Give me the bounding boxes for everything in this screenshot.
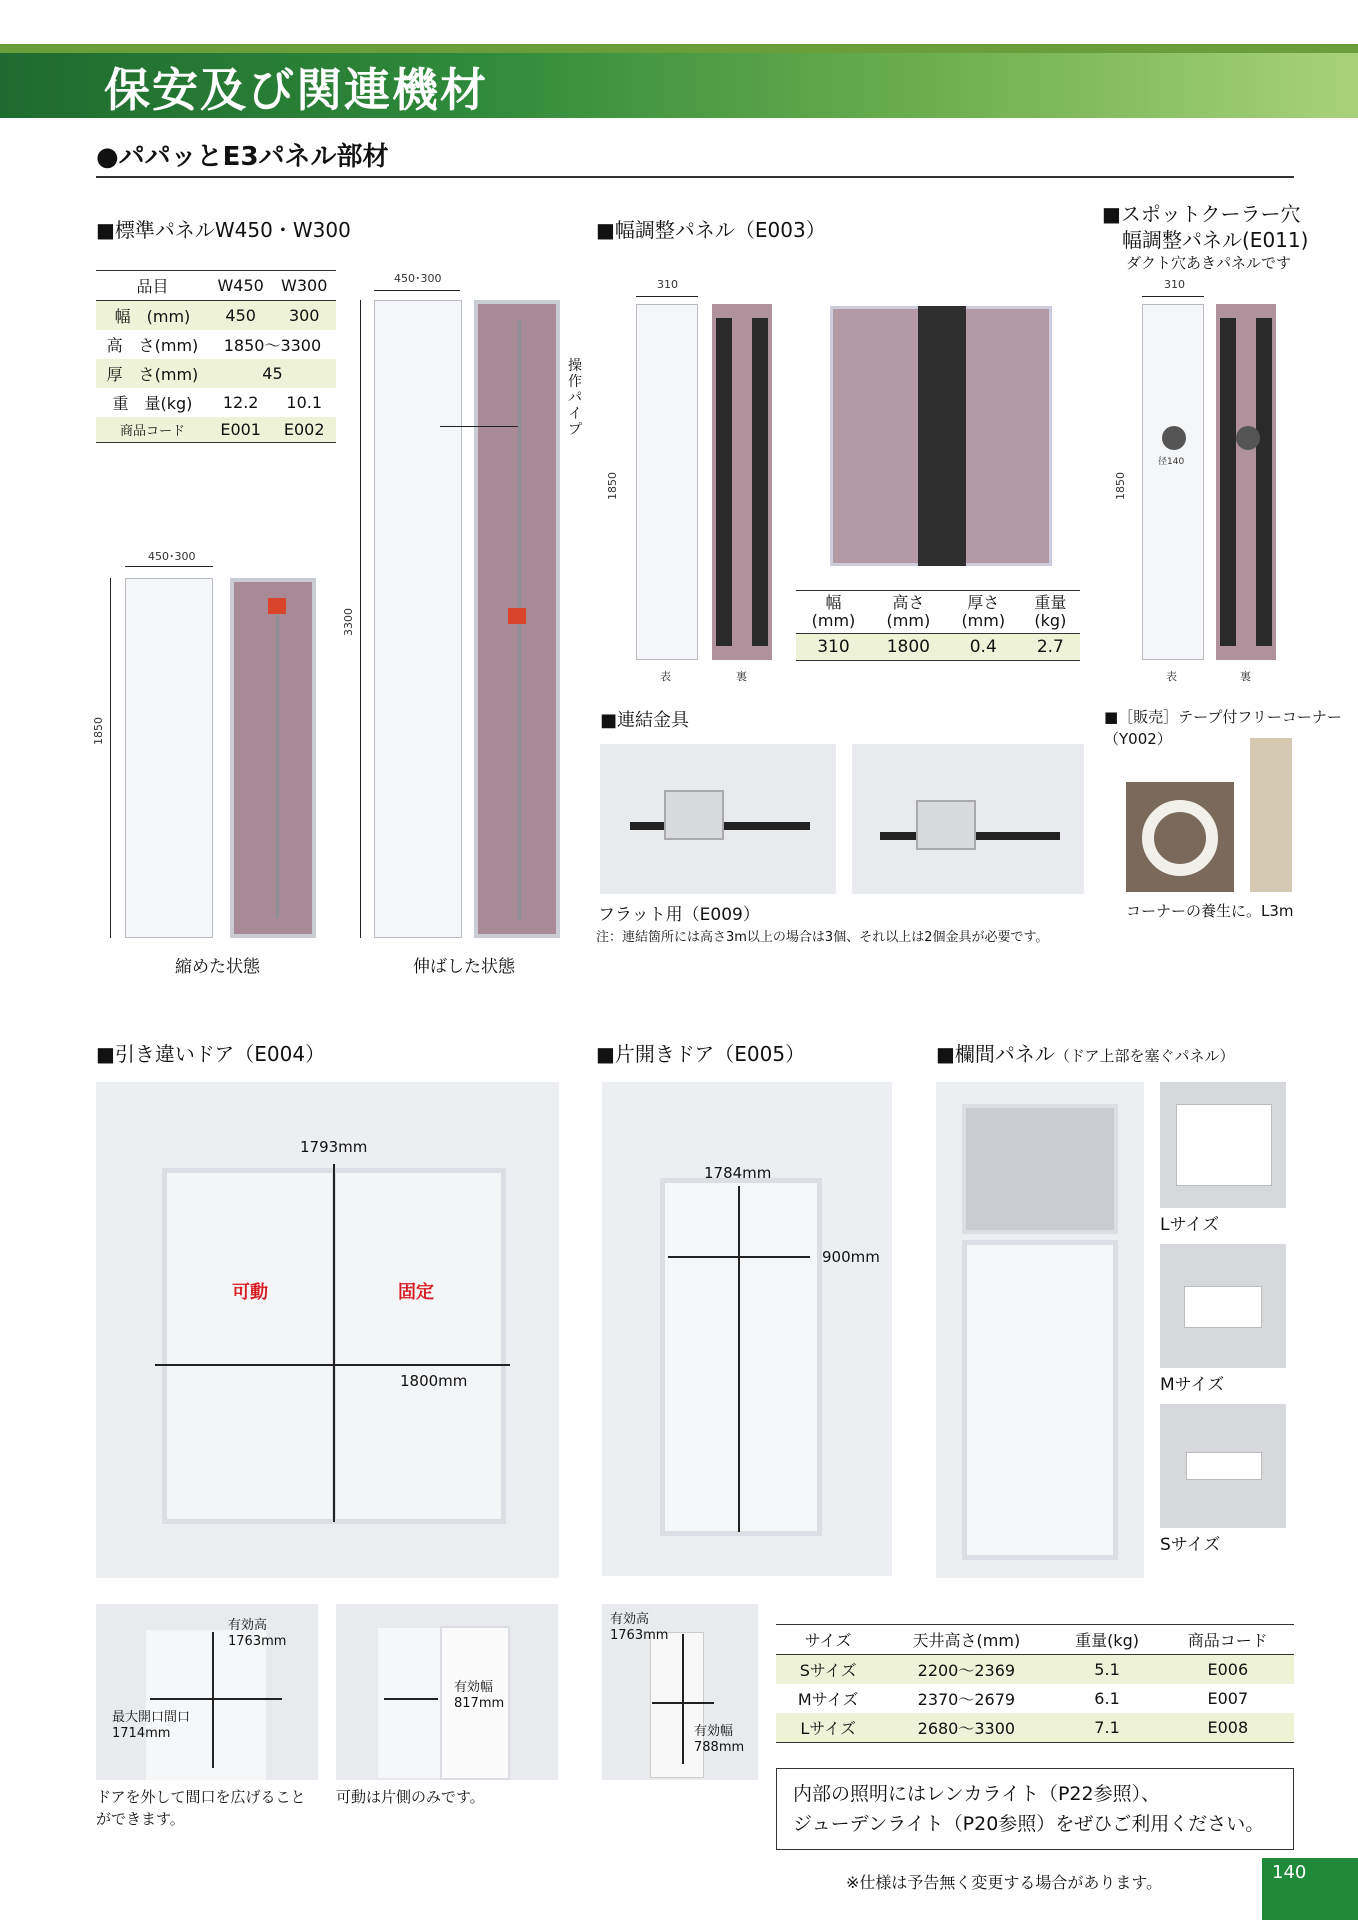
tape-strip xyxy=(752,318,768,646)
tape-strip xyxy=(1256,318,1272,646)
width-adjust-spec-table xyxy=(796,590,1080,661)
size-m-panel xyxy=(1184,1286,1262,1328)
spot-cooler-desc: ダクト穴あきパネルです xyxy=(1126,254,1292,272)
connector-title: ■連結金具 xyxy=(600,710,690,731)
table-cell: Sサイズ xyxy=(776,1655,880,1685)
label-back: 裏 xyxy=(1240,670,1251,683)
door-frame xyxy=(660,1178,822,1536)
table-cell: 幅 (mm) xyxy=(96,301,209,331)
standard-panel-spec-table xyxy=(96,270,336,443)
max-opening-label: 最大開口間口 1714mm xyxy=(112,1710,191,1741)
table-cell: 6.1 xyxy=(1094,1689,1120,1708)
table-cell: 10.1 xyxy=(286,393,323,412)
duct-hole xyxy=(1236,426,1260,450)
table-cell: 450 xyxy=(209,301,273,331)
table-cell: E008 xyxy=(1162,1713,1294,1743)
table-cell: 7.1 xyxy=(1052,1713,1161,1743)
table-header: 重量 (kg) xyxy=(1034,593,1067,630)
tape-strip xyxy=(716,318,732,646)
table-cell: 300 xyxy=(272,301,336,331)
effective-height-label: 有効高 1763mm xyxy=(610,1612,669,1643)
dim-arrow-vertical xyxy=(738,1186,740,1532)
table-cell: 2.7 xyxy=(1021,634,1080,661)
dim-arrow-horizontal xyxy=(155,1364,510,1366)
table-header: 重量(kg) xyxy=(1075,1631,1139,1650)
table-cell: E001 xyxy=(209,417,273,443)
corner-board-photo xyxy=(1250,738,1292,892)
lock-image xyxy=(508,608,526,624)
label-pipe: 操作パイプ xyxy=(568,358,582,438)
table-cell: E007 xyxy=(1207,1689,1249,1708)
dim-label-width: 450･300 xyxy=(148,550,196,563)
connector-note: 注：連結箇所には高さ3m以上の場合は3個、それ以上は2個金具が必要です。 xyxy=(596,930,1049,945)
lock-image xyxy=(268,598,286,614)
dim-arrow-horizontal xyxy=(668,1256,810,1258)
dim-line xyxy=(360,300,361,938)
table-cell: 1850～3300 xyxy=(223,336,322,355)
corner-title-code: （Y002） xyxy=(1104,730,1172,748)
panel-front-image xyxy=(374,300,462,938)
label-front: 表 xyxy=(660,670,671,683)
table-header: 幅 (mm) xyxy=(811,593,856,630)
size-s-label: Sサイズ xyxy=(1160,1535,1221,1555)
duct-hole xyxy=(1162,426,1186,450)
table-cell: 2200～2369 xyxy=(880,1655,1052,1685)
pipe-image xyxy=(276,598,279,918)
table-header: 厚さ (mm) xyxy=(961,593,1006,630)
dim-arrow-vertical xyxy=(212,1632,214,1768)
width-adjust-title: ■幅調整パネル（E003） xyxy=(596,218,826,242)
table-header: サイズ xyxy=(804,1631,852,1650)
tape-strip xyxy=(918,306,966,566)
effective-height-label: 有効高 1763mm xyxy=(228,1618,287,1649)
table-cell: 商品コード xyxy=(96,417,209,443)
label-back: 裏 xyxy=(736,670,747,683)
caption-shrunk: 縮めた状態 xyxy=(175,957,260,977)
effective-width-label: 有効幅 817mm xyxy=(454,1680,505,1711)
transom-opening xyxy=(962,1104,1118,1234)
table-header: W450 xyxy=(217,276,264,295)
sliding-caption-1: ドアを外して間口を広げること ができます。 xyxy=(96,1788,306,1828)
connector-clamp xyxy=(664,790,724,840)
size-l-label: Lサイズ xyxy=(1160,1215,1220,1235)
dim-height-label: 1784mm xyxy=(704,1164,772,1182)
connector-clamp xyxy=(916,800,976,850)
dim-line xyxy=(110,578,111,938)
table-cell: 5.1 xyxy=(1052,1655,1161,1685)
table-cell: 2370～2679 xyxy=(917,1690,1016,1709)
dim-label-height: 1850 xyxy=(606,472,619,500)
hole-label: 径140 xyxy=(1158,457,1185,467)
table-cell: E002 xyxy=(272,417,336,443)
divider xyxy=(96,176,1294,178)
corner-roll xyxy=(1142,800,1218,876)
effective-width-label: 有効幅 788mm xyxy=(694,1724,745,1755)
size-s-panel xyxy=(1186,1452,1262,1480)
page-number: 140 xyxy=(1262,1858,1358,1920)
dim-label-width: 310 xyxy=(1164,278,1185,291)
table-header: 天井高さ(mm) xyxy=(912,1631,1021,1650)
table-cell: 0.4 xyxy=(946,634,1021,661)
panel-front-image xyxy=(636,304,698,660)
label-fixed: 固定 xyxy=(398,1282,434,1303)
table-cell: 重 量(kg) xyxy=(112,394,193,413)
door-leaf xyxy=(650,1632,704,1778)
standard-panel-title: ■標準パネルW450・W300 xyxy=(96,218,351,242)
caption-extended: 伸ばした状態 xyxy=(413,957,515,977)
transom-title xyxy=(936,1038,1234,1067)
single-door-title: ■片開きドア（E005） xyxy=(596,1042,806,1066)
sliding-door-title: ■引き違いドア（E004） xyxy=(96,1042,326,1066)
connector-caption: フラット用（E009） xyxy=(598,905,760,925)
transom-spec-table xyxy=(776,1624,1294,1743)
transom-title-note: （ドア上部を塞ぐパネル） xyxy=(1054,1047,1235,1065)
table-cell: 高 さ(mm) xyxy=(106,336,199,355)
tape-strip xyxy=(1220,318,1236,646)
dim-arrow-horizontal xyxy=(150,1698,282,1700)
leader-line xyxy=(440,426,518,427)
label-front: 表 xyxy=(1166,670,1177,683)
sliding-caption-2: 可動は片側のみです。 xyxy=(336,1788,485,1806)
panel-front-image xyxy=(125,578,213,938)
dim-arrow-horizontal xyxy=(384,1698,438,1700)
table-header: 商品コード xyxy=(1187,1631,1268,1650)
table-cell: 厚 さ(mm) xyxy=(96,359,209,388)
dim-arrow-vertical xyxy=(333,1164,335,1522)
door-opening xyxy=(378,1628,440,1778)
table-cell: 2680～3300 xyxy=(880,1713,1052,1743)
table-header: 品目 xyxy=(136,277,169,296)
panel-back-image xyxy=(230,578,316,938)
lighting-note: 内部の照明にはレンカライト（P22参照）、 ジューデンライト（P20参照）をぜひご利用ください。 xyxy=(776,1768,1294,1850)
table-cell: 45 xyxy=(209,359,336,388)
dim-width-label: 1793mm xyxy=(300,1138,368,1156)
dim-label-height: 3300 xyxy=(342,608,355,636)
spot-cooler-title: ■スポットクーラー穴 xyxy=(1102,202,1301,226)
table-cell: 1800 xyxy=(871,634,946,661)
dim-line xyxy=(125,566,213,567)
dim-arrow-vertical xyxy=(682,1634,684,1764)
section-subtitle: ●パパッとE3パネル部材 xyxy=(96,142,389,172)
table-header: 高さ (mm) xyxy=(886,593,931,630)
panel-front-image xyxy=(1142,304,1204,660)
size-l-panel xyxy=(1176,1104,1272,1186)
dim-arrow-horizontal xyxy=(652,1702,714,1704)
label-movable: 可動 xyxy=(232,1282,268,1303)
dim-line xyxy=(636,296,698,297)
size-m-label: Mサイズ xyxy=(1160,1375,1225,1395)
corner-title: ■［販売］テープ付フリーコーナー xyxy=(1104,708,1342,726)
corner-caption: コーナーの養生に。L3m xyxy=(1126,902,1294,920)
transom-title-main: ■欄間パネル xyxy=(936,1042,1055,1066)
dim-width-label: 900mm xyxy=(822,1248,880,1266)
dim-label-height: 1850 xyxy=(1114,472,1127,500)
table-cell: Lサイズ xyxy=(776,1713,880,1743)
dim-label-width: 450･300 xyxy=(394,272,442,285)
footer-note: ※仕様は予告無く変更する場合があります。 xyxy=(846,1873,1163,1892)
dim-height-label: 1800mm xyxy=(400,1372,468,1390)
spot-cooler-subtitle: 幅調整パネル(E011) xyxy=(1122,228,1309,252)
door-opening xyxy=(146,1630,266,1780)
table-cell: E006 xyxy=(1162,1655,1294,1685)
dim-label-width: 310 xyxy=(657,278,678,291)
page-title: 保安及び関連機材 xyxy=(104,63,488,117)
dim-label-height: 1850 xyxy=(92,717,105,745)
table-header: W300 xyxy=(281,276,328,295)
table-cell: 12.2 xyxy=(222,393,259,412)
dim-line xyxy=(1142,296,1204,297)
door-frame xyxy=(962,1240,1118,1560)
table-cell: 310 xyxy=(796,634,871,661)
table-cell: Mサイズ xyxy=(797,1690,859,1709)
dim-line xyxy=(374,290,460,291)
